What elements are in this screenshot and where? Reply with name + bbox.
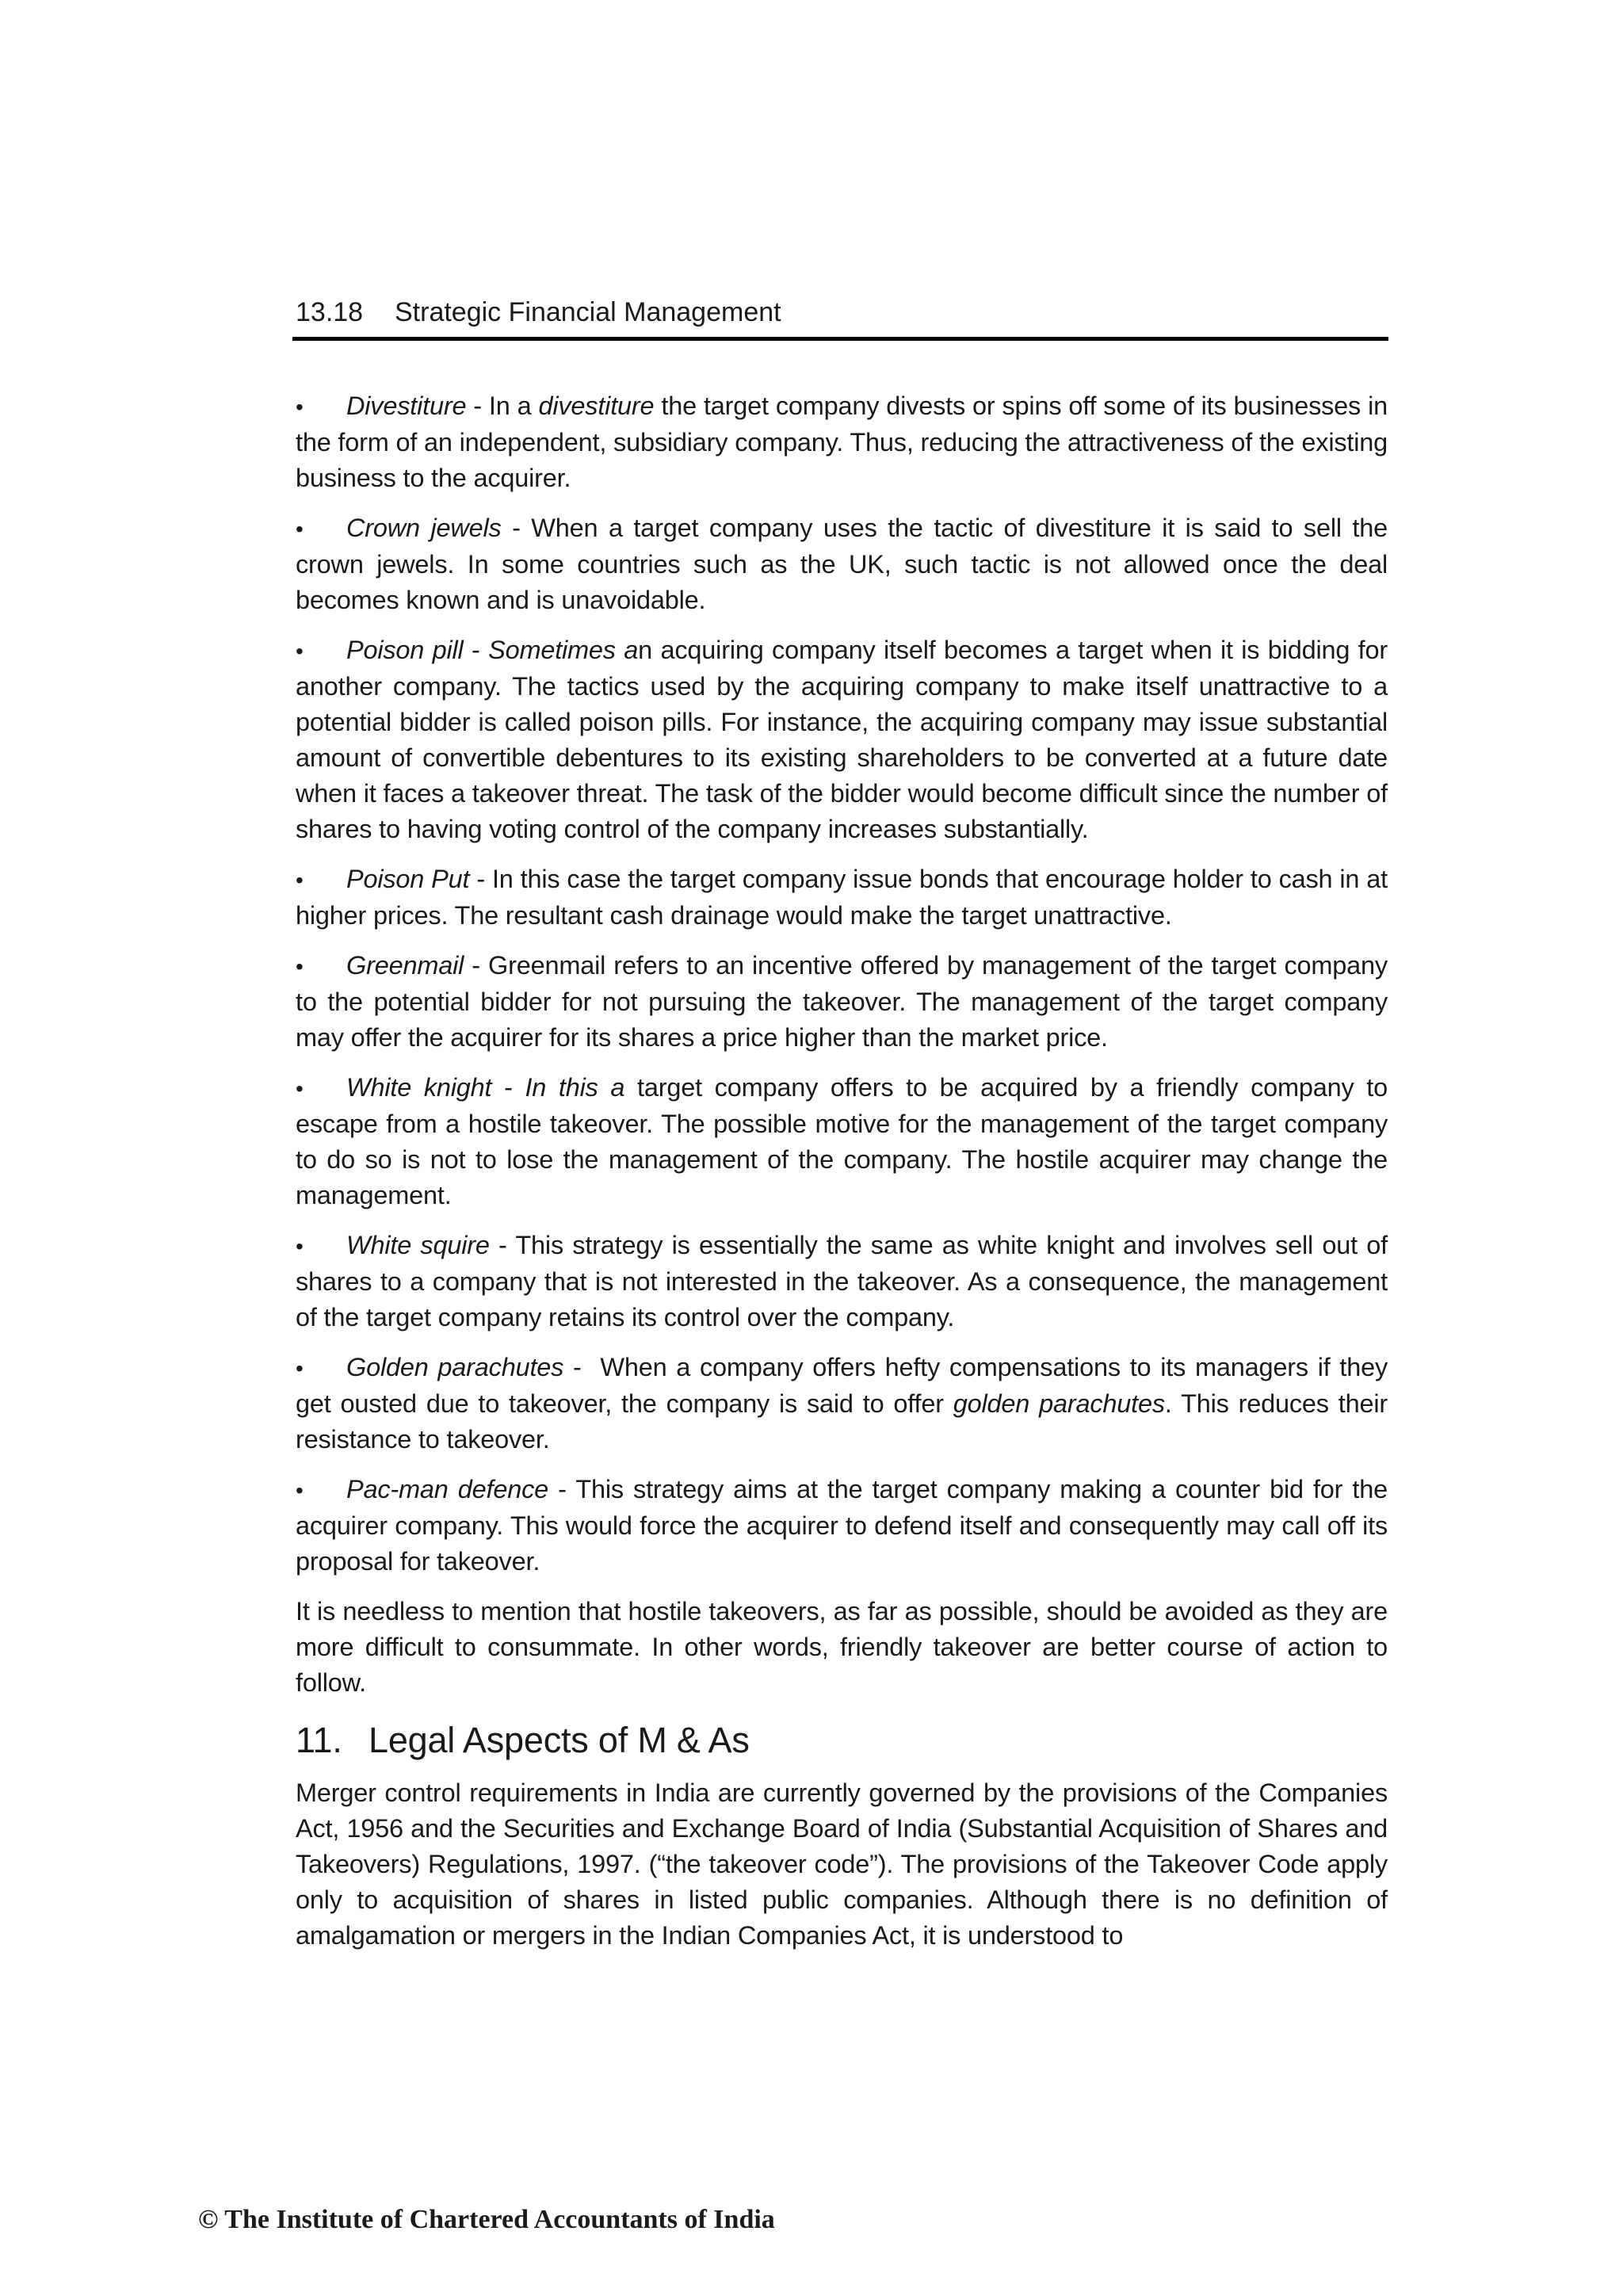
bullet-item: [296, 632, 1388, 847]
section-title: Legal Aspects of M & As: [369, 1720, 750, 1760]
bullet-dot-icon: •: [296, 868, 304, 892]
bullet-term: Crown jewels: [346, 514, 502, 542]
book-title: Strategic Financial Management: [395, 297, 781, 327]
closing-paragraph: It is needless to mention that hostile takeovers, as far as possible, should be avoided as they are more difficult to consummate. In other words, friendly takeover are better course of action to follow.: [296, 1597, 1388, 1697]
bullet-item: [296, 1350, 1388, 1457]
bullet-separator: -: [491, 1073, 525, 1102]
bullet-text: the target company divests or spins off some of its businesses in the form of an independent, subsidiary company. Thus, reducing the attractiveness of the existing business to the acquirer.: [296, 392, 1388, 492]
section-number: 11.: [296, 1720, 342, 1760]
bullet-term: Divestiture: [346, 392, 467, 420]
bullet-dot-icon: •: [296, 517, 304, 541]
bullet-item: [296, 948, 1388, 1056]
bullet-term: Poison pill: [346, 636, 464, 664]
bullet-separator: -: [501, 514, 532, 542]
bullet-dot-icon: •: [296, 1478, 304, 1503]
bullet-separator: -: [563, 1353, 601, 1381]
bullet-term: White knight: [346, 1073, 492, 1102]
bullet-text: This strategy is essentially the same as white knight and involves sell out of shares to a company that is not interested in the takeover. As a consequence, the management of the target company retains its control over the company.: [296, 1231, 1388, 1331]
bullet-text: divestiture: [538, 392, 655, 420]
copyright-footer: © The Institute of Chartered Accountants of India: [198, 2205, 775, 2234]
bullet-separator: -: [466, 392, 489, 420]
bullet-text: target company offers to be acquired by a friendly company to escape from a hostile takeover. The possible motive for the management of the target company to do so is not to lose the management of the company. The hostile acquirer may change the management.: [296, 1073, 1388, 1209]
bullet-separator: -: [548, 1475, 576, 1503]
bullet-text: When a company offers hefty compensations to its managers if they get ousted due to takeover, the company is said to offer: [296, 1353, 1388, 1418]
bullet-term: Golden parachutes: [346, 1353, 564, 1381]
bullet-text: In this case the target company issue bonds that encourage holder to cash in at higher prices. The resultant cash drainage would make the target unattractive.: [296, 865, 1388, 930]
section-heading: [296, 1718, 1388, 1763]
bullet-separator: -: [463, 636, 489, 664]
bullet-text: This strategy aims at the target company making a counter bid for the acquirer company. This would force the acquirer to defend itself and consequently may call off its proposal for takeover.: [296, 1475, 1388, 1576]
bullet-separator: -: [489, 1231, 516, 1259]
bullet-dot-icon: •: [296, 395, 304, 419]
section-paragraph: Merger control requirements in India are currently governed by the provisions of the Companies Act, 1956 and the Securities and Exchange Board of India (Substantial Acquisition of Shares and Takeovers) Regulations, 1997. (“the takeover code”). The provisions of the Takeover Code apply only to acquisition of shares in listed public companies. Although there is no definition of amalgamation or mergers in the Indian Companies Act, it is understood to: [296, 1778, 1388, 1950]
bullet-term: Pac-man defence: [346, 1475, 549, 1503]
body-content: [296, 388, 1388, 1968]
bullet-list: [296, 388, 1388, 1580]
bullet-item: [296, 1228, 1388, 1335]
bullet-term: White squire: [346, 1231, 490, 1259]
bullet-text: . This reduces their resistance to takeover.: [296, 1389, 1388, 1454]
bullet-item: [296, 1070, 1388, 1213]
bullet-item: [296, 1472, 1388, 1580]
running-header: [296, 295, 1388, 330]
bullet-separator: -: [464, 951, 489, 980]
bullet-item: [296, 861, 1388, 934]
bullet-item: [296, 510, 1388, 618]
bullet-text: Sometimes a: [488, 636, 639, 664]
bullet-dot-icon: •: [296, 1076, 304, 1101]
bullet-text: n acquiring company itself becomes a target when it is bidding for another company. The tactics used by the acquiring company to make itself unattractive to a potential bidder is called poison pills. For instance, the acquiring company may issue substantial amount of convertible debentures to its existing shareholders to be converted at a future date when it faces a takeover threat. The task of the bidder would become difficult since the number of shares to having voting control of the company increases substantially.: [296, 636, 1388, 843]
bullet-dot-icon: •: [296, 1234, 304, 1259]
bullet-term: Poison Put: [346, 865, 470, 893]
bullet-dot-icon: •: [296, 639, 304, 663]
bullet-dot-icon: •: [296, 954, 304, 979]
bullet-text: golden parachutes: [953, 1389, 1165, 1418]
bullet-text: In a: [488, 392, 539, 420]
bullet-text: When a target company uses the tactic of divestiture it is said to sell the crown jewels. In some countries such as the UK, such tactic is not allowed once the deal becomes known and is unavoidable.: [296, 514, 1388, 614]
bullet-dot-icon: •: [296, 1356, 304, 1381]
bullet-term: Greenmail: [346, 951, 464, 980]
bullet-text: In this a: [525, 1073, 625, 1102]
bullet-separator: -: [469, 865, 492, 893]
bullet-text: Greenmail refers to an incentive offered by management of the target company to the potential bidder for not pursuing the takeover. The management of the target company may offer the acquirer for its shares a price higher than the market price.: [296, 951, 1388, 1052]
page-number: 13.18: [296, 297, 364, 327]
bullet-item: [296, 388, 1388, 496]
header-rule: [292, 337, 1388, 341]
